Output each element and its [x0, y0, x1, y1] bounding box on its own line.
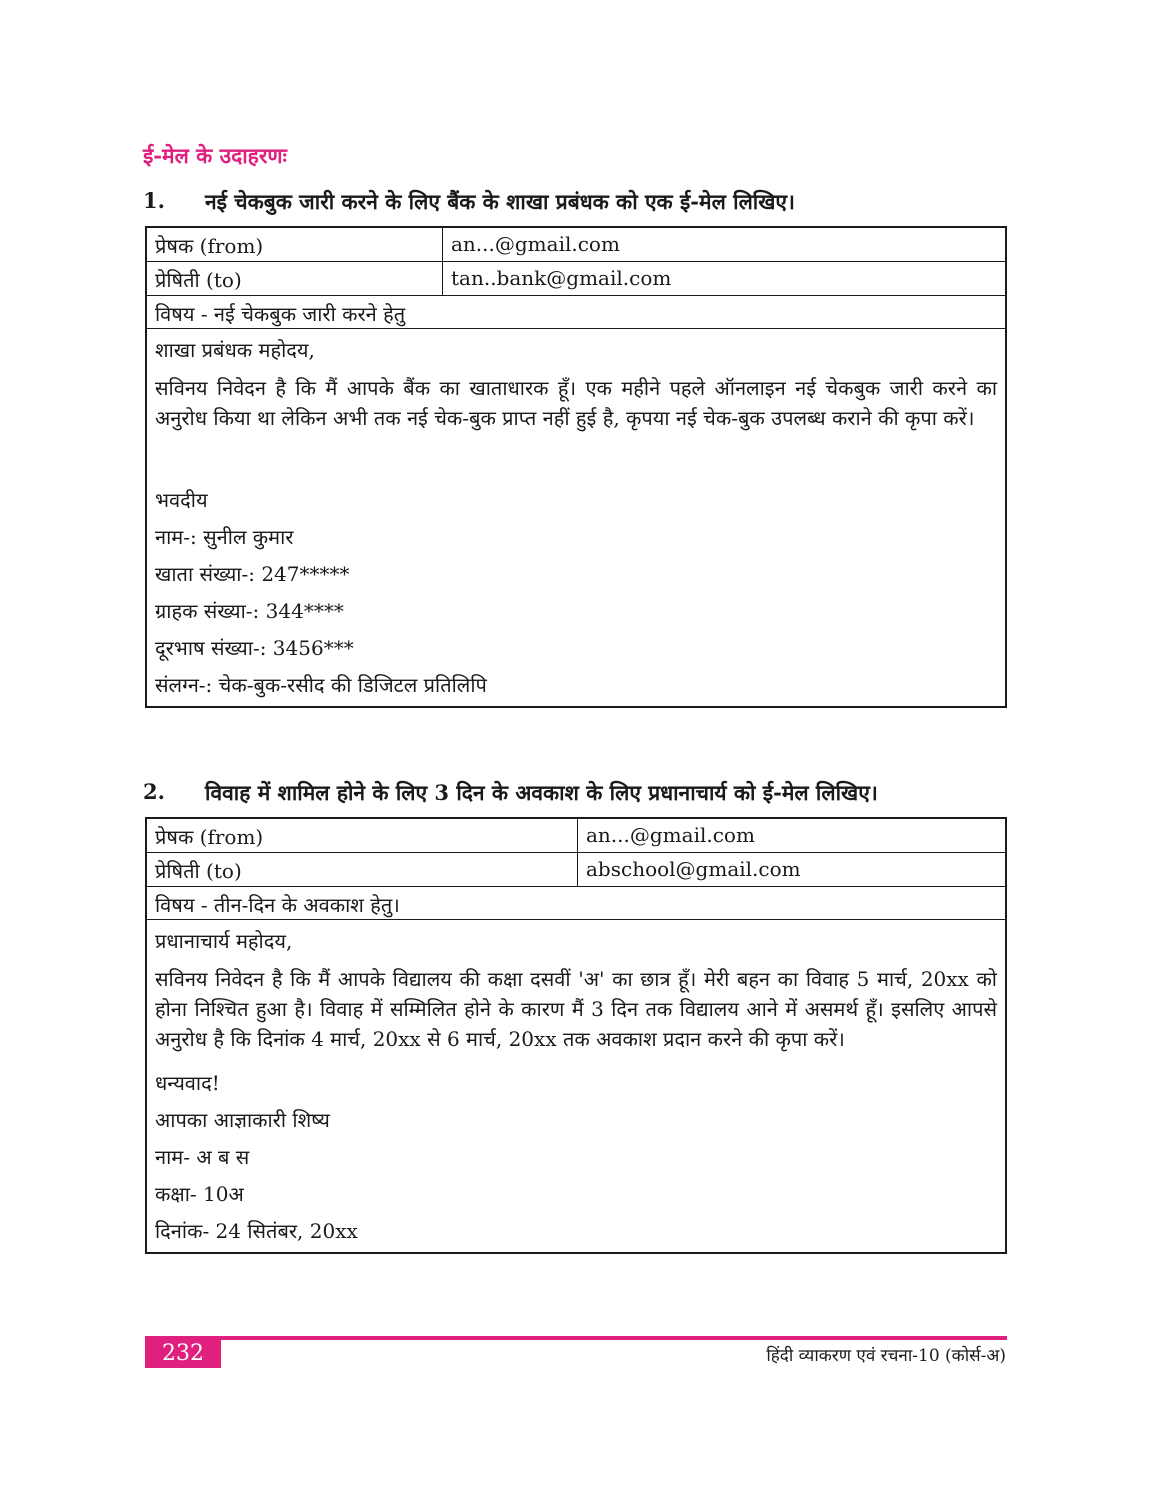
email-2-paragraph: सविनय निवेदन है कि मैं आपके विद्यालय की कक्षा दसवीं 'अ' का छात्र हूँ। मेरी बहन का विवाह 5 मार्च, 20xx को होना निश्चित हुआ है। विवाह में सम्मिलित होने के कारण मैं 3 दिन तक विद्यालय आने में असमर्थ हूँ। इसलिए आपसे अनुरोध है कि दिनांक 4 मार्च, 20xx से 6 मार्च, 20xx तक अवकाश प्रदान करने की कृपा करें। [155, 967, 997, 1051]
question-1-number: 1. [143, 188, 165, 213]
email-1-from-row [147, 228, 1005, 262]
email-2-from-row [147, 819, 1005, 853]
email-1-to-row [147, 262, 1005, 296]
email-2-box [145, 817, 1007, 1254]
section-heading: ई-मेल के उदाहरणः [143, 143, 287, 168]
email-1-to-value: tan..bank@gmail.com [451, 266, 672, 290]
email-2-closing-3: कक्षा- 10अ [155, 1182, 244, 1206]
email-2-subject: विषय - तीन-दिन के अवकाश हेतु। [147, 887, 1005, 920]
email-1-paragraph: सविनय निवेदन है कि मैं आपके बैंक का खाताधारक हूँ। एक महीने पहले ऑनलाइन नई चेकबुक जारी करने का अनुरोध किया था लेकिन अभी तक नई चेक-बुक प्राप्त नहीं हुई है, कृपया नई चेक-बुक उपलब्ध कराने की कृपा करें। [155, 376, 997, 430]
email-1-closing-2: खाता संख्या-: 247***** [155, 562, 350, 586]
email-2-from-label: प्रेषक (from) [147, 819, 578, 852]
book-title: हिंदी व्याकरण एवं रचना-10 (कोर्स-अ) [766, 1346, 1006, 1366]
email-2-body [147, 920, 1005, 1252]
email-1-box [145, 226, 1007, 708]
email-1-closing-1: नाम-: सुनील कुमार [155, 525, 294, 549]
question-2-number: 2. [143, 779, 165, 804]
email-2-to-label: प्रेषिती (to) [147, 853, 578, 886]
email-1-subject: विषय - नई चेकबुक जारी करने हेतु [147, 296, 1005, 329]
email-1-closing-5: संलग्न-: चेक-बुक-रसीद की डिजिटल प्रतिलिपि [155, 673, 487, 697]
email-1-closing-3: ग्राहक संख्या-: 344**** [155, 599, 344, 623]
question-2-text: विवाह में शामिल होने के लिए 3 दिन के अवकाश के लिए प्रधानाचार्य को ई-मेल लिखिए। [205, 780, 878, 805]
email-2-closing-4: दिनांक- 24 सितंबर, 20xx [155, 1219, 358, 1243]
email-1-to-label: प्रेषिती (to) [147, 262, 443, 295]
email-1-salutation: शाखा प्रबंधक महोदय, [155, 338, 315, 362]
email-2-from-value: an...@gmail.com [586, 823, 755, 847]
email-2-closing-2: नाम- अ ब स [155, 1145, 250, 1169]
email-1-closing-4: दूरभाष संख्या-: 3456*** [155, 636, 354, 660]
email-1-from-value: an...@gmail.com [451, 232, 620, 256]
question-1-text: नई चेकबुक जारी करने के लिए बैंक के शाखा प्रबंधक को एक ई-मेल लिखिए। [205, 189, 795, 214]
email-1-body [147, 329, 1005, 706]
email-2-salutation: प्रधानाचार्य महोदय, [155, 929, 293, 953]
email-2-to-row [147, 853, 1005, 887]
email-2-to-value: abschool@gmail.com [586, 857, 801, 881]
email-1-closing-0: भवदीय [155, 488, 208, 512]
email-2-closing-0: धन्यवाद! [155, 1071, 220, 1095]
question-2-title [143, 779, 1009, 807]
email-1-from-label: प्रेषक (from) [147, 228, 443, 261]
page-number: 232 [145, 1340, 221, 1368]
question-1-title [143, 188, 1009, 216]
email-2-closing-1: आपका आज्ञाकारी शिष्य [155, 1108, 330, 1132]
footer-divider [145, 1336, 1007, 1340]
